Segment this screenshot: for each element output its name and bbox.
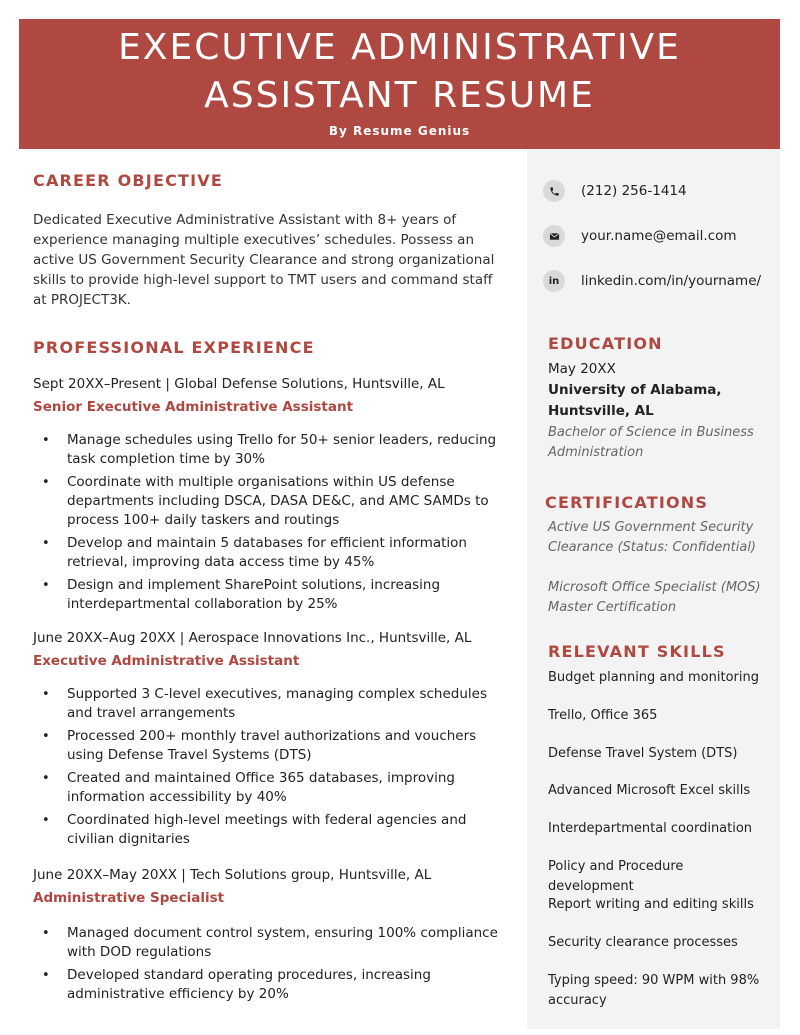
phone-number[interactable]: (212) 256-1414: [581, 183, 687, 199]
school-line-1: University of Alabama,: [548, 382, 722, 398]
contact-phone: [543, 180, 687, 202]
job-2-title: Executive Administrative Assistant: [33, 653, 300, 669]
job-1-line: Sept 20XX–Present | Global Defense Solutions, Huntsville, AL: [33, 376, 445, 392]
resume-header: [19, 19, 780, 149]
bullet-item: • Created and maintained Office 365 databases, improving information accessibility by 40%: [33, 769, 503, 807]
bullet-item: • Manage schedules using Trello for 50+ senior leaders, reducing task completion time by 30%: [33, 431, 503, 469]
byline: By Resume Genius: [328, 124, 471, 138]
resume-title-line2: ASSISTANT RESUME: [204, 75, 595, 116]
linkedin-icon: in: [543, 270, 565, 292]
skill-item: Budget planning and monitoring: [548, 670, 759, 685]
bullet-item: • Design and implement SharePoint solutions, increasing interdepartmental collaboration by 25%: [33, 576, 503, 614]
job-1-title: Senior Executive Administrative Assistant: [33, 399, 354, 415]
skill-item: Report writing and editing skills: [548, 897, 754, 912]
job-3-line: June 20XX–May 20XX | Tech Solutions group, Huntsville, AL: [33, 867, 432, 883]
email-address[interactable]: your.name@email.com: [581, 228, 737, 244]
job-3-title: Administrative Specialist: [33, 890, 225, 906]
objective-heading: CAREER OBJECTIVE: [33, 171, 223, 190]
envelope-icon: [543, 225, 565, 247]
job-3-bullets: [33, 924, 503, 1008]
skill-item: Advanced Microsoft Excel skills: [548, 783, 751, 798]
contact-email: [543, 225, 737, 247]
skills-heading: RELEVANT SKILLS: [548, 642, 726, 661]
bullet-item: • Develop and maintain 5 databases for efficient information retrieval, improving data access time by 45%: [33, 534, 503, 572]
job-2-bullets: [33, 685, 503, 853]
bullet-item: • Coordinate with multiple organisations within US defense departments including DSCA, DASA DE&C, and AMC SAMDs to process 100+ daily taskers and routings: [33, 473, 503, 530]
education-date: May 20XX: [548, 361, 616, 377]
skill-item: Security clearance processes: [548, 935, 738, 950]
linkedin-url[interactable]: linkedin.com/in/yourname/: [581, 273, 762, 289]
skill-item: Defense Travel System (DTS): [548, 746, 738, 761]
bullet-item: • Managed document control system, ensuring 100% compliance with DOD regulations: [33, 924, 503, 962]
experience-heading: PROFESSIONAL EXPERIENCE: [33, 338, 315, 357]
objective-text: Dedicated Executive Administrative Assistant with 8+ years of experience managing multiple executives’ schedules. Possess an active US Government Security Clearance and strong organizational skills to provide high-level support to TMT users and command staff at PROJECT3K.: [33, 212, 495, 308]
resume-title: [19, 24, 780, 120]
school-line-2: Huntsville, AL: [548, 403, 654, 419]
skill-item: Typing speed: 90 WPM with 98% accuracy: [548, 973, 760, 1008]
phone-icon: [543, 180, 565, 202]
resume-title-line1: EXECUTIVE ADMINISTRATIVE: [118, 27, 681, 68]
job-1-bullets: [33, 431, 503, 618]
certifications-heading: CERTIFICATIONS: [545, 493, 709, 512]
contact-linkedin: [543, 270, 761, 292]
bullet-item: • Processed 200+ monthly travel authorizations and vouchers using Defense Travel Systems (DTS): [33, 727, 503, 765]
skill-item: Trello, Office 365: [548, 708, 658, 723]
skill-item: Interdepartmental coordination: [548, 821, 753, 836]
bullet-item: • Supported 3 C-level executives, managing complex schedules and travel arrangements: [33, 685, 503, 723]
skill-item: Policy and Procedure development: [548, 859, 684, 894]
bullet-item: • Developed standard operating procedures, increasing administrative efficiency by 20%: [33, 966, 503, 1004]
certification-item: Active US Government Security Clearance (Status: Confidential): [548, 520, 757, 555]
education-heading: EDUCATION: [548, 334, 663, 353]
bullet-item: • Coordinated high-level meetings with federal agencies and civilian dignitaries: [33, 811, 503, 849]
school-name: [548, 380, 773, 422]
certification-item: Microsoft Office Specialist (MOS) Master Certification: [548, 580, 761, 615]
degree: Bachelor of Science in Business Administration: [548, 425, 754, 460]
job-2-line: June 20XX–Aug 20XX | Aerospace Innovations Inc., Huntsville, AL: [33, 630, 472, 646]
